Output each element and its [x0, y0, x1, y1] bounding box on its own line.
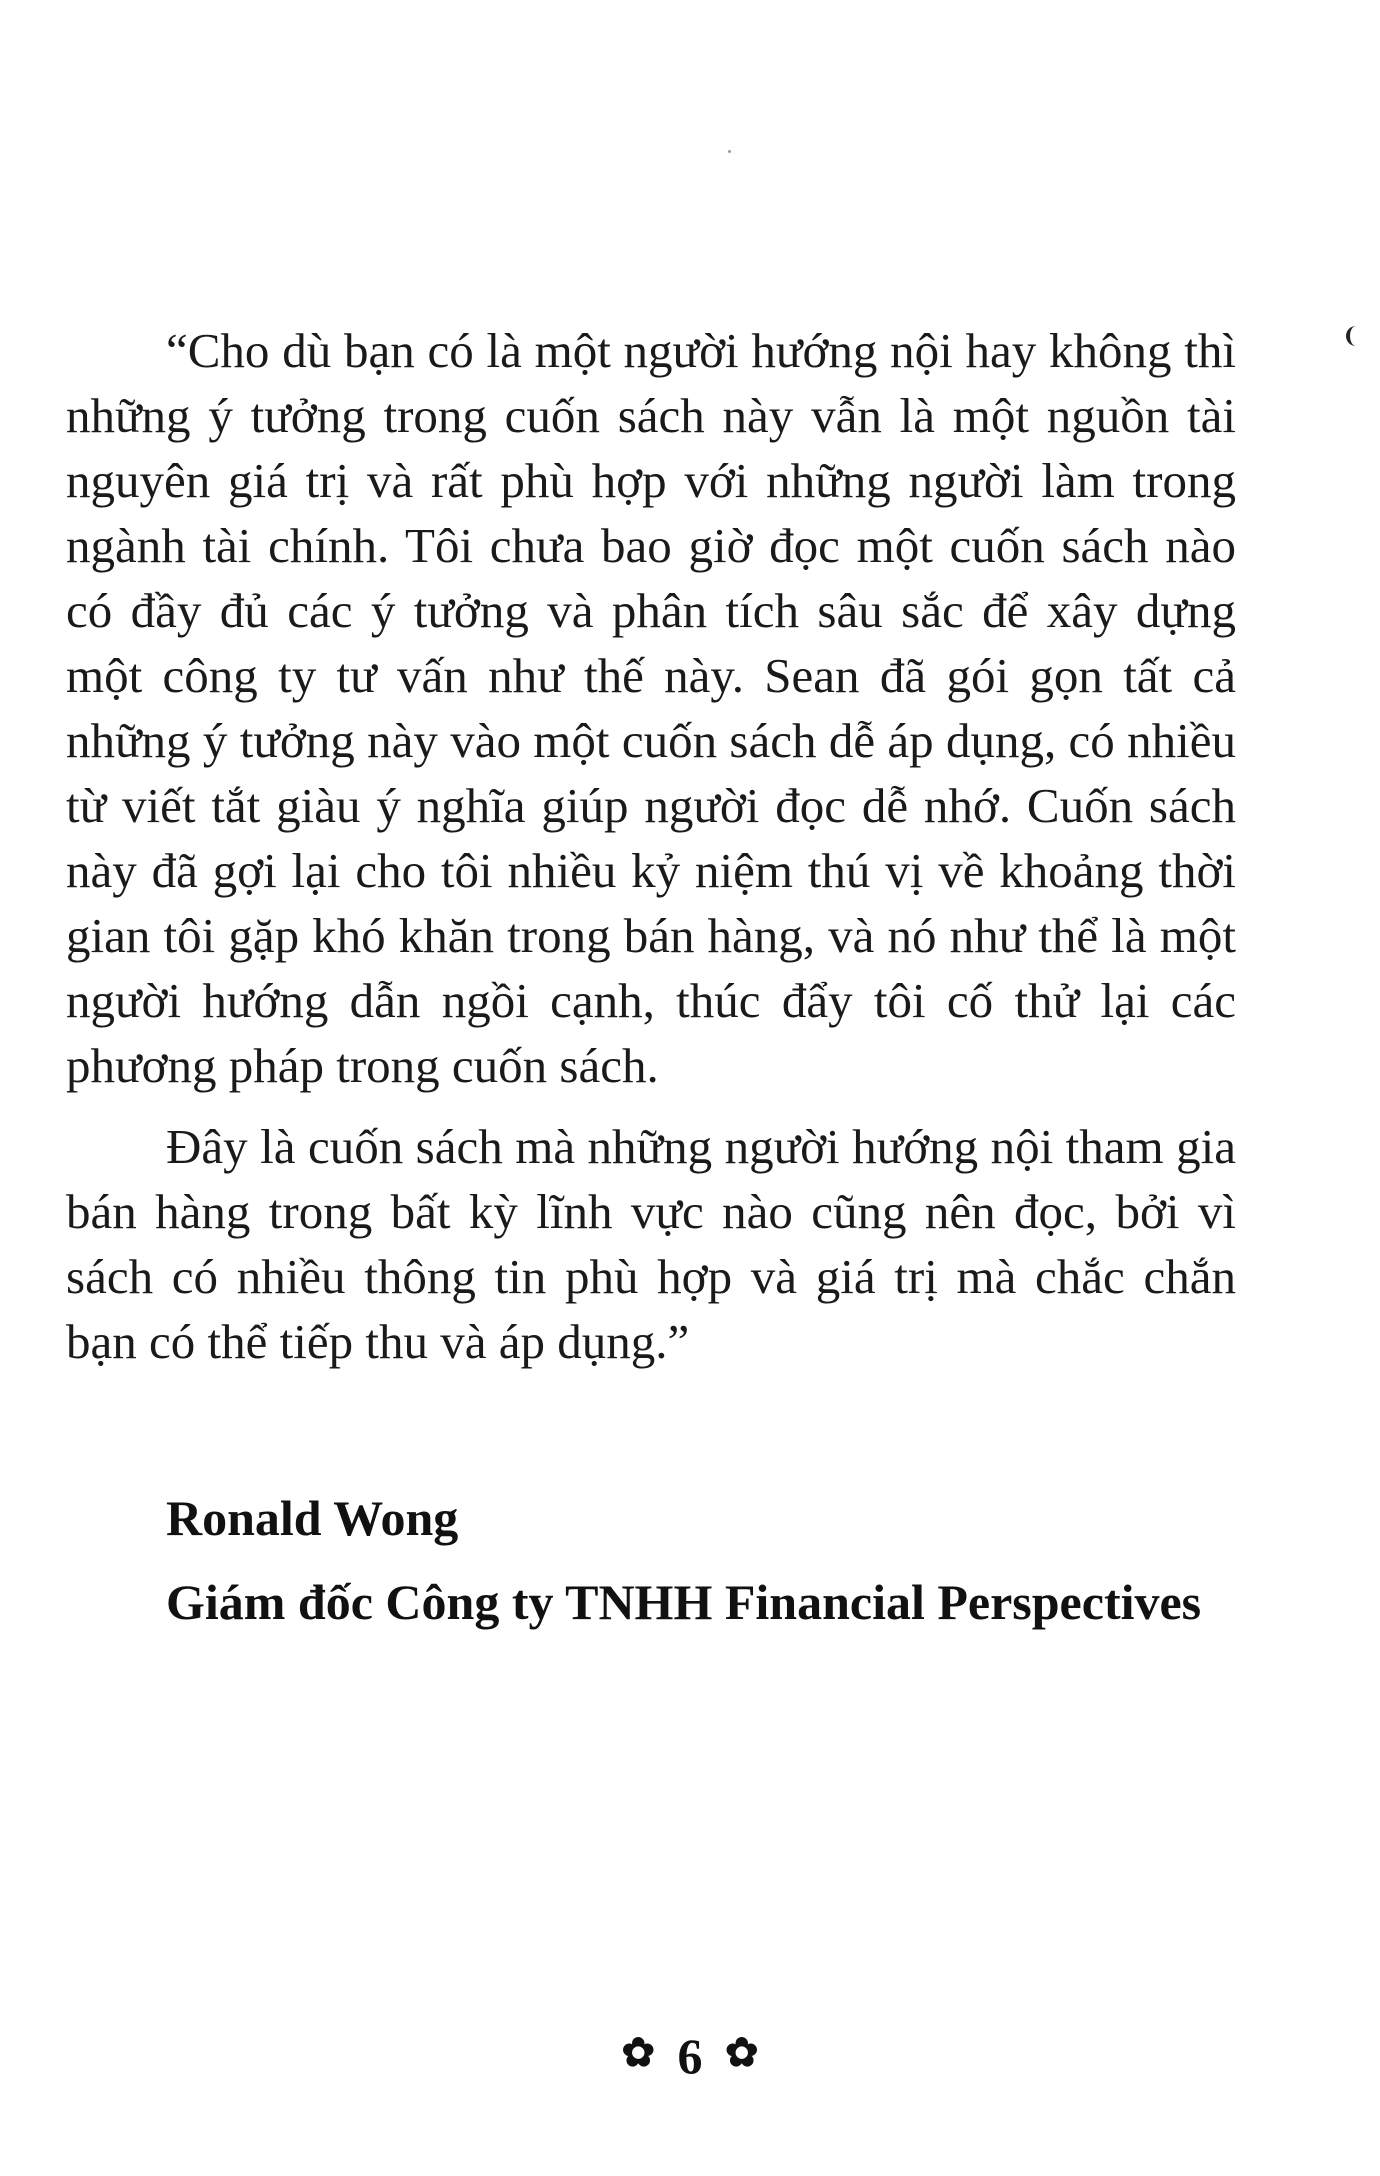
author-title: Giám đốc Công ty TNHH Financial Perspectives	[166, 1574, 1202, 1630]
page-edge-mark	[1346, 326, 1356, 346]
testimonial-signature	[166, 1476, 1296, 1644]
testimonial-quote	[66, 318, 1236, 1374]
flower-ornament-icon: ✿	[725, 2029, 759, 2075]
page-number: 6	[677, 2027, 703, 2084]
flower-ornament-icon: ✿	[621, 2029, 655, 2075]
quote-paragraph-2: Đây là cuốn sách mà những người hướng nội tham gia bán hàng trong bất kỳ lĩnh vực nào cũng nên đọc, bởi vì sách có nhiều thông tin phù hợp và giá trị mà chắc chắn bạn có thể tiếp thu và áp dụng.”	[66, 1119, 1236, 1369]
page-footer	[0, 2020, 1380, 2086]
scan-speck	[728, 150, 731, 153]
author-name: Ronald Wong	[166, 1490, 459, 1546]
quote-paragraph-1: “Cho dù bạn có là một người hướng nội hay không thì những ý tưởng trong cuốn sách này vẫn là một nguồn tài nguyên giá trị và rất phù hợp với những người làm trong ngành tài chính. Tôi chưa bao giờ đọc một cuốn sách nào có đầy đủ các ý tưởng và phân tích sâu sắc để xây dựng một công ty tư vấn như thế này. Sean đã gói gọn tất cả những ý tưởng này vào một cuốn sách dễ áp dụng, có nhiều từ viết tắt giàu ý nghĩa giúp người đọc dễ nhớ. Cuốn sách này đã gợi lại cho tôi nhiều kỷ niệm thú vị về khoảng thời gian tôi gặp khó khăn trong bán hàng, và nó như thể là một người hướng dẫn ngồi cạnh, thúc đẩy tôi cố thử lại các phương pháp trong cuốn sách.	[66, 323, 1236, 1093]
